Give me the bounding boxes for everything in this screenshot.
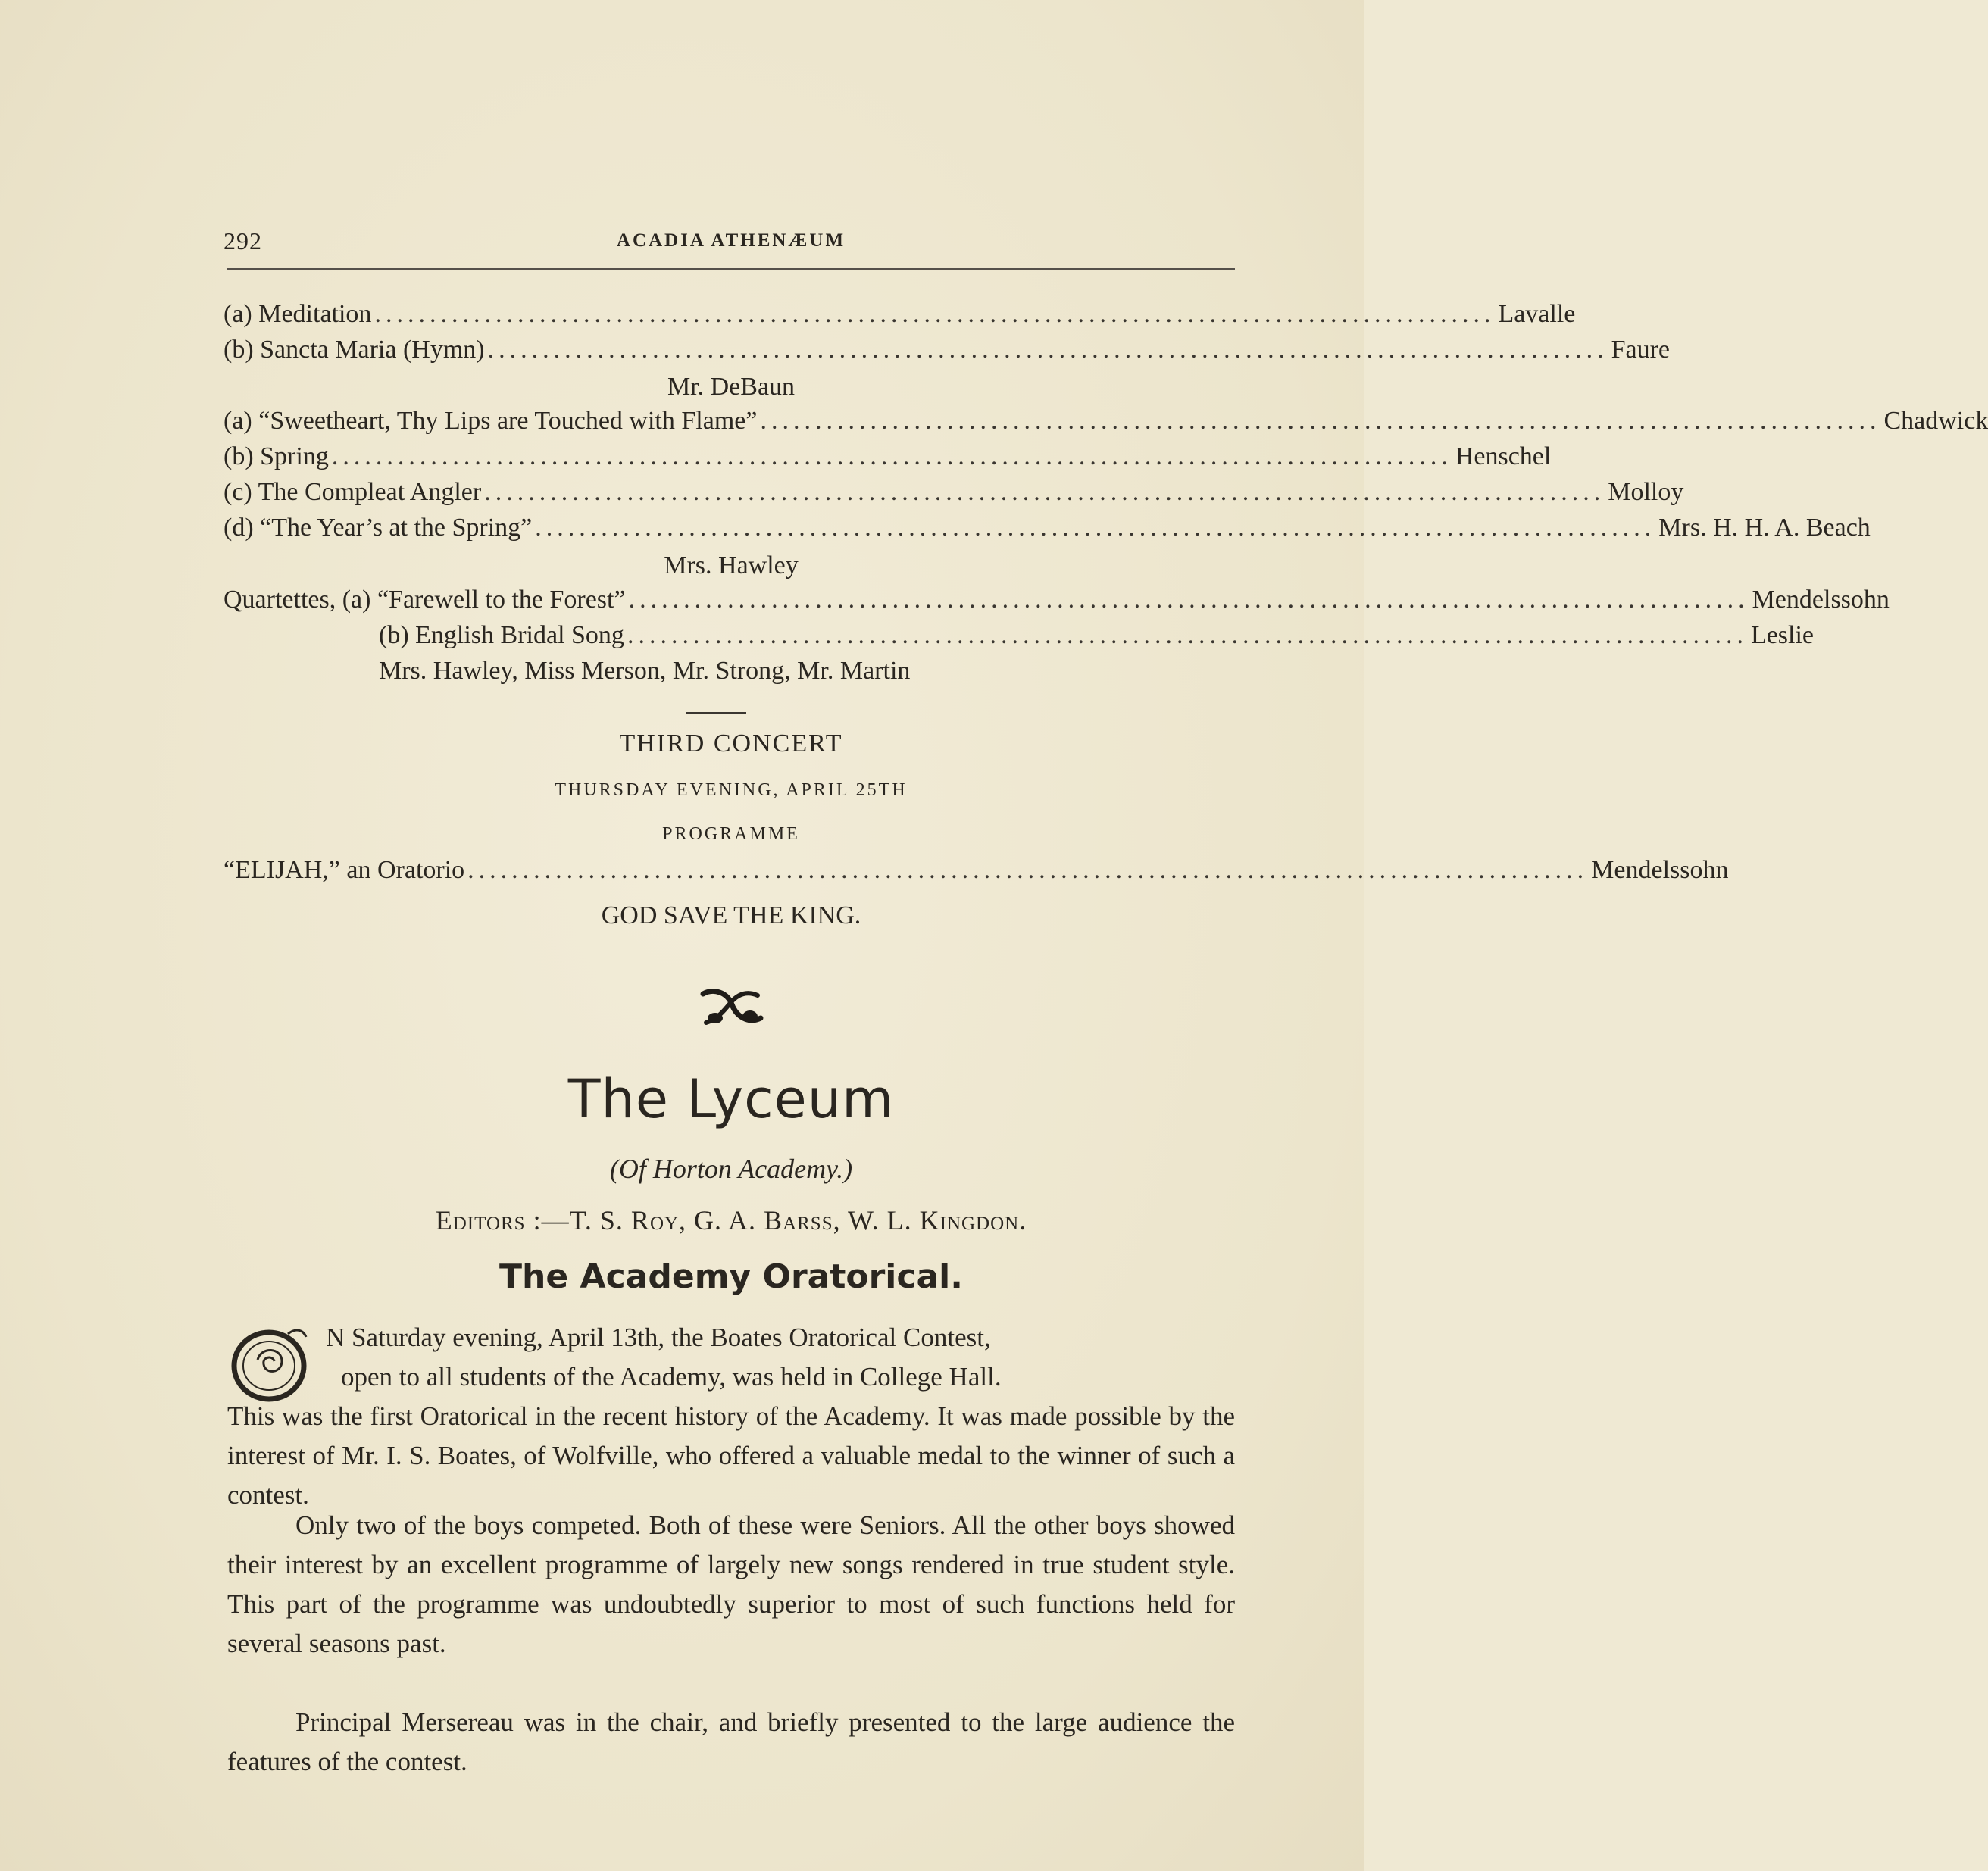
- composer: Chadwick: [1883, 407, 1988, 435]
- programme-label: PROGRAMME: [662, 824, 800, 844]
- leader-dots: ......................................................................................................: [535, 514, 1656, 542]
- piece-title: (b) Sancta Maria (Hymn): [223, 336, 485, 364]
- fleuron-ornament: [697, 985, 765, 1030]
- composer: Henschel: [1455, 442, 1552, 470]
- programme-item: [223, 586, 1890, 622]
- piece-title: (d) “The Year’s at the Spring”: [223, 514, 533, 542]
- running-title: ACADIA ATHENÆUM: [616, 230, 846, 251]
- paragraph-line: N Saturday evening, April 13th, the Boates Oratorical Contest,: [326, 1323, 991, 1352]
- leader-dots: ......................................................................................................: [374, 300, 1496, 328]
- lyceum-subtitle: (Of Horton Academy.): [609, 1154, 853, 1184]
- article-title: The Academy Oratorical.: [499, 1257, 963, 1296]
- performer: Mrs. Hawley: [664, 551, 799, 579]
- page-number: 292: [223, 227, 262, 255]
- article-paragraph: Principal Mersereau was in the chair, and briefly presented to the large audience the features of the contest.: [227, 1707, 1235, 1776]
- programme-item: [223, 300, 1576, 336]
- page-header: [223, 227, 1239, 265]
- composer: Mendelssohn: [1752, 586, 1890, 614]
- programme-item: [223, 336, 1671, 372]
- programme-item: [223, 478, 1684, 514]
- piece-title: (b) English Bridal Song: [379, 621, 624, 649]
- leader-dots: ......................................................................................................: [484, 478, 1605, 506]
- editors-line: Editors :—T. S. Roy, G. A. Barss, W. L. Kingdon.: [435, 1205, 1027, 1235]
- performer: Mrs. Hawley, Miss Merson, Mr. Strong, Mr. Martin: [379, 657, 911, 685]
- leader-dots: ......................................................................................................: [627, 621, 1748, 649]
- leader-dots: ......................................................................................................: [467, 856, 1589, 884]
- paragraph-text: This was the first Oratorical in the recent history of the Academy. It was made possible by the interest of Mr. I. S. Boates, of Wolfville, who offered a valuable medal to the winner of such a contest.: [227, 1401, 1235, 1510]
- leader-dots: ......................................................................................................: [760, 407, 1881, 435]
- piece-title: (a) “Sweetheart, Thy Lips are Touched with Flame”: [223, 407, 758, 435]
- lyceum-title: The Lyceum: [567, 1068, 895, 1130]
- programme-item: [379, 621, 1815, 658]
- composer: Lavalle: [1498, 300, 1576, 328]
- piece-title: (b) Spring: [223, 442, 329, 470]
- programme-item: [223, 442, 1552, 479]
- section-divider: [686, 712, 746, 714]
- composer: Mrs. H. H. A. Beach: [1658, 514, 1871, 542]
- programme-item: [223, 514, 1871, 550]
- article-paragraph: [227, 1318, 1235, 1515]
- piece-title: (c) The Compleat Angler: [223, 478, 482, 506]
- leader-dots: ......................................................................................................: [487, 336, 1608, 364]
- composer: Faure: [1611, 336, 1671, 364]
- concert-date: THURSDAY EVENING, APRIL 25TH: [555, 780, 908, 800]
- composer: Molloy: [1608, 478, 1684, 506]
- composer: Leslie: [1750, 621, 1815, 649]
- piece-title: (a) Meditation: [223, 300, 372, 328]
- piece-title: Quartettes, (a) “Farewell to the Forest”: [223, 586, 626, 614]
- leader-dots: ......................................................................................................: [628, 586, 1749, 614]
- header-rule: [227, 268, 1235, 270]
- programme-item: [223, 856, 1729, 892]
- performer: Mr. DeBaun: [667, 373, 796, 401]
- article-paragraph: Only two of the boys competed. Both of these were Seniors. All the other boys showed their interest by an excellent programme of largely new songs rendered in true student style. This part of the programme was undoubtedly superior to most of such functions held for several seasons past.: [227, 1510, 1235, 1658]
- leader-dots: ......................................................................................................: [331, 442, 1452, 470]
- composer: Mendelssohn: [1591, 856, 1729, 884]
- concert-heading: THIRD CONCERT: [619, 729, 843, 757]
- closing-line: GOD SAVE THE KING.: [601, 901, 861, 929]
- piece-title: “ELIJAH,” an Oratorio: [223, 856, 465, 884]
- programme-item: [223, 407, 1988, 443]
- paragraph-line: open to all students of the Academy, was held in College Hall.: [341, 1362, 1002, 1392]
